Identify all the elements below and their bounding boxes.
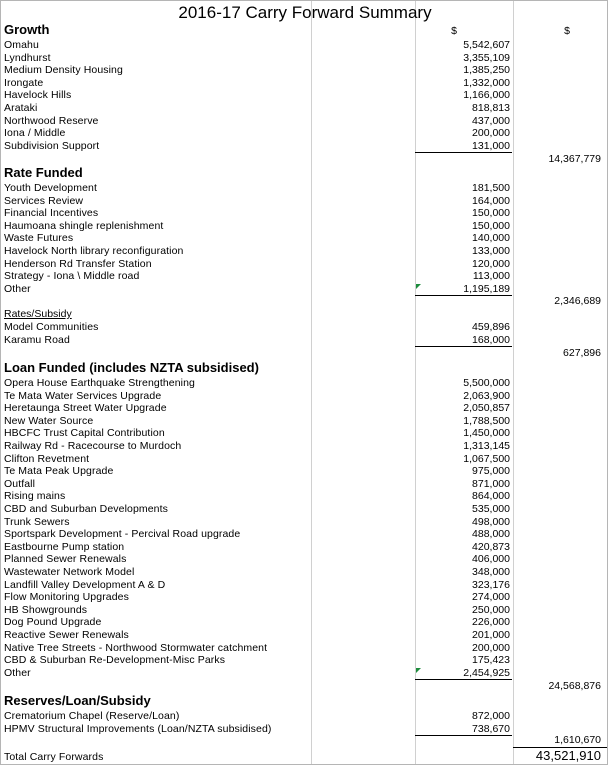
line-item-amount: 872,000 [472, 710, 510, 722]
line-item-label: Sportspark Development - Percival Road upgrade [4, 528, 241, 540]
line-item-amount: 1,450,000 [463, 427, 510, 439]
section-heading: Rate Funded [4, 165, 83, 180]
line-item-label: Other [4, 667, 31, 679]
line-item-amount: 164,000 [472, 195, 510, 207]
grand-total-top-rule [513, 747, 607, 748]
line-item-label: Strategy - Iona \ Middle road [4, 270, 140, 282]
line-item-label: Te Mata Peak Upgrade [4, 465, 114, 477]
line-item-label: Opera House Earthquake Strengthening [4, 377, 195, 389]
line-item-label: Karamu Road [4, 334, 70, 346]
line-item-label: HBCFC Trust Capital Contribution [4, 427, 165, 439]
total-column-header: $ [564, 25, 570, 37]
line-item-amount: 2,454,925 [463, 667, 510, 679]
line-item-amount: 437,000 [472, 115, 510, 127]
line-item-amount: 323,176 [472, 579, 510, 591]
section-heading: Growth [4, 22, 50, 37]
section-total: 1,610,670 [554, 734, 601, 746]
cell-comment-marker [416, 284, 421, 289]
line-item-label: HPMV Structural Improvements (Loan/NZTA subsidised) [4, 723, 272, 735]
line-item-amount: 488,000 [472, 528, 510, 540]
line-item-label: Flow Monitoring Upgrades [4, 591, 129, 603]
line-item-amount: 120,000 [472, 258, 510, 270]
section-total: 24,568,876 [548, 680, 601, 692]
line-item-label: Wastewater Network Model [4, 566, 135, 578]
section-heading: Reserves/Loan/Subsidy [4, 693, 151, 708]
section-heading: Loan Funded (includes NZTA subsidised) [4, 360, 259, 375]
line-item-label: Trunk Sewers [4, 516, 70, 528]
line-item-label: New Water Source [4, 415, 94, 427]
line-item-label: Medium Density Housing [4, 64, 123, 76]
line-item-amount: 1,067,500 [463, 453, 510, 465]
line-item-amount: 150,000 [472, 220, 510, 232]
line-item-amount: 181,500 [472, 182, 510, 194]
line-item-amount: 250,000 [472, 604, 510, 616]
line-item-label: Landfill Valley Development A & D [4, 579, 166, 591]
section-total: 2,346,689 [554, 295, 601, 307]
line-item-label: Subdivision Support [4, 140, 100, 152]
line-item-label: Planned Sewer Renewals [4, 553, 127, 565]
line-item-label: Te Mata Water Services Upgrade [4, 390, 162, 402]
line-item-amount: 140,000 [472, 232, 510, 244]
line-item-label: Waste Futures [4, 232, 74, 244]
line-item-label: Irongate [4, 77, 44, 89]
line-item-amount: 498,000 [472, 516, 510, 528]
line-item-label: Youth Development [4, 182, 97, 194]
line-item-label: Clifton Revetment [4, 453, 90, 465]
line-item-label: Northwood Reserve [4, 115, 99, 127]
line-item-label: Havelock North library reconfiguration [4, 245, 184, 257]
line-item-label: Lyndhurst [4, 52, 51, 64]
line-item-amount: 420,873 [472, 541, 510, 553]
line-item-label: Rising mains [4, 490, 66, 502]
column-gridline [513, 1, 514, 764]
line-item-amount: 1,788,500 [463, 415, 510, 427]
line-item-label: Native Tree Streets - Northwood Stormwater catchment [4, 642, 268, 654]
line-item-label: Henderson Rd Transfer Station [4, 258, 152, 270]
line-item-amount: 175,423 [472, 654, 510, 666]
line-item-label: Other [4, 283, 31, 295]
page-title: 2016-17 Carry Forward Summary [178, 3, 432, 22]
line-item-label: CBD and Suburban Developments [4, 503, 168, 515]
line-item-amount: 150,000 [472, 207, 510, 219]
line-item-amount: 226,000 [472, 616, 510, 628]
line-item-amount: 348,000 [472, 566, 510, 578]
line-item-label: HB Showgrounds [4, 604, 88, 616]
subtotal-underline [415, 679, 512, 680]
line-item-amount: 168,000 [472, 334, 510, 346]
column-gridline [415, 1, 416, 764]
line-item-label: Havelock Hills [4, 89, 72, 101]
line-item-amount: 3,355,109 [463, 52, 510, 64]
line-item-label: Arataki [4, 102, 38, 114]
line-item-label: Financial Incentives [4, 207, 99, 219]
line-item-amount: 871,000 [472, 478, 510, 490]
line-item-label: Eastbourne Pump station [4, 541, 125, 553]
subtotal-underline [415, 295, 512, 296]
line-item-label: Crematorium Chapel (Reserve/Loan) [4, 710, 180, 722]
line-item-amount: 975,000 [472, 465, 510, 477]
cell-comment-marker [416, 668, 421, 673]
line-item-label: CBD & Suburban Re-Development-Misc Parks [4, 654, 226, 666]
subtotal-underline [415, 735, 512, 736]
grand-total-label: Total Carry Forwards [4, 751, 104, 763]
line-item-amount: 535,000 [472, 503, 510, 515]
line-item-label: Iona / Middle [4, 127, 66, 139]
line-item-amount: 1,385,250 [463, 64, 510, 76]
line-item-label: Haumoana shingle replenishment [4, 220, 164, 232]
line-item-amount: 131,000 [472, 140, 510, 152]
line-item-amount: 2,063,900 [463, 390, 510, 402]
line-item-amount: 274,000 [472, 591, 510, 603]
line-item-amount: 1,166,000 [463, 89, 510, 101]
line-item-amount: 1,313,145 [463, 440, 510, 452]
section-total: 14,367,779 [548, 153, 601, 165]
line-item-amount: 5,500,000 [463, 377, 510, 389]
line-item-amount: 459,896 [472, 321, 510, 333]
line-item-label: Model Communities [4, 321, 99, 333]
line-item-amount: 1,332,000 [463, 77, 510, 89]
line-item-amount: 200,000 [472, 127, 510, 139]
line-item-amount: 738,670 [472, 723, 510, 735]
line-item-amount: 5,542,607 [463, 39, 510, 51]
section-heading: Rates/Subsidy [4, 308, 72, 320]
section-total: 627,896 [563, 347, 601, 359]
line-item-amount: 864,000 [472, 490, 510, 502]
line-item-label: Dog Pound Upgrade [4, 616, 102, 628]
amount-column-header: $ [451, 25, 457, 37]
line-item-label: Outfall [4, 478, 36, 490]
grand-total-amount: 43,521,910 [535, 748, 601, 763]
line-item-label: Omahu [4, 39, 39, 51]
line-item-amount: 406,000 [472, 553, 510, 565]
subtotal-underline [415, 346, 512, 347]
line-item-amount: 133,000 [472, 245, 510, 257]
line-item-label: Reactive Sewer Renewals [4, 629, 129, 641]
line-item-amount: 1,195,189 [463, 283, 510, 295]
line-item-label: Railway Rd - Racecourse to Murdoch [4, 440, 182, 452]
line-item-amount: 2,050,857 [463, 402, 510, 414]
line-item-amount: 113,000 [472, 270, 510, 282]
subtotal-underline [415, 152, 512, 153]
column-gridline [311, 1, 312, 764]
line-item-amount: 201,000 [472, 629, 510, 641]
line-item-label: Heretaunga Street Water Upgrade [4, 402, 167, 414]
line-item-amount: 818,813 [472, 102, 510, 114]
line-item-label: Services Review [4, 195, 84, 207]
line-item-amount: 200,000 [472, 642, 510, 654]
